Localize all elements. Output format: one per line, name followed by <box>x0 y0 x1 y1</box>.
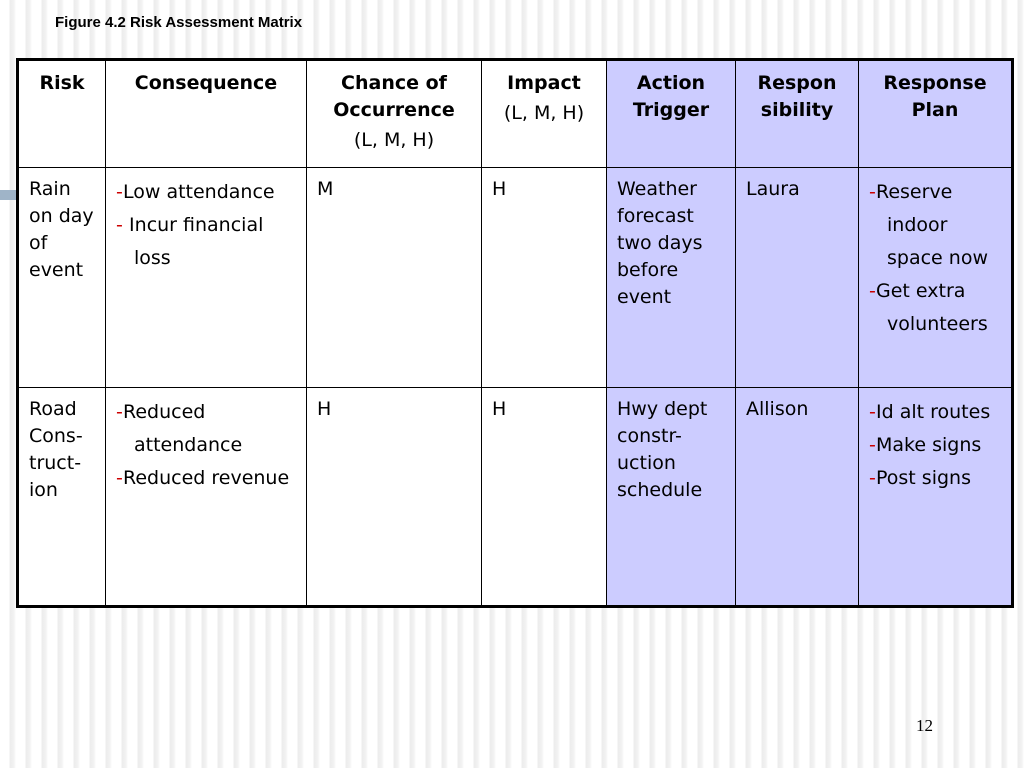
cell-chance: M <box>307 168 482 388</box>
list-item: - Incur financial loss <box>116 214 264 269</box>
header-response-plan: Response Plan <box>859 60 1013 168</box>
cell-responsibility: Laura <box>736 168 859 388</box>
header-responsibility: Respon sibility <box>736 60 859 168</box>
cell-consequence <box>106 168 307 388</box>
list-item: -Reduced attendance <box>116 401 243 456</box>
cell-trigger: Hwy dept constr-uction schedule <box>607 388 736 607</box>
cell-impact: H <box>482 388 607 607</box>
cell-trigger: Weather forecast two days before event <box>607 168 736 388</box>
header-chance-scale: (L, M, H) <box>353 129 435 151</box>
cell-chance: H <box>307 388 482 607</box>
header-chance: Chance of Occurrence (L, M, H) <box>307 60 482 168</box>
cell-plan <box>859 168 1013 388</box>
list-item: -Get extra volunteers <box>869 280 988 335</box>
list-item: -Reduced revenue <box>116 467 290 489</box>
header-action-trigger: Action Trigger <box>607 60 736 168</box>
header-consequence: Consequence <box>106 60 307 168</box>
header-impact-scale: (L, M, H) <box>503 102 585 124</box>
cell-plan <box>859 388 1013 607</box>
cell-responsibility: Allison <box>736 388 859 607</box>
header-risk: Risk <box>18 60 106 168</box>
page-number: 12 <box>916 716 933 735</box>
list-item: -Low attendance <box>116 181 275 203</box>
header-row <box>18 60 1013 168</box>
list-item: -Reserve indoor space now <box>869 181 988 269</box>
risk-matrix-table <box>16 58 1014 608</box>
table-row <box>18 168 1013 388</box>
cell-risk: Road Cons-truct-ion <box>18 388 106 607</box>
table-row <box>18 388 1013 607</box>
list-item: -Post signs <box>869 467 971 489</box>
cell-risk: Rain on day of event <box>18 168 106 388</box>
header-impact: Impact (L, M, H) <box>482 60 607 168</box>
cell-impact: H <box>482 168 607 388</box>
cell-consequence <box>106 388 307 607</box>
list-item: -Id alt routes <box>869 401 991 423</box>
figure-title: Figure 4.2 Risk Assessment Matrix <box>55 14 303 31</box>
list-item: -Make signs <box>869 434 982 456</box>
